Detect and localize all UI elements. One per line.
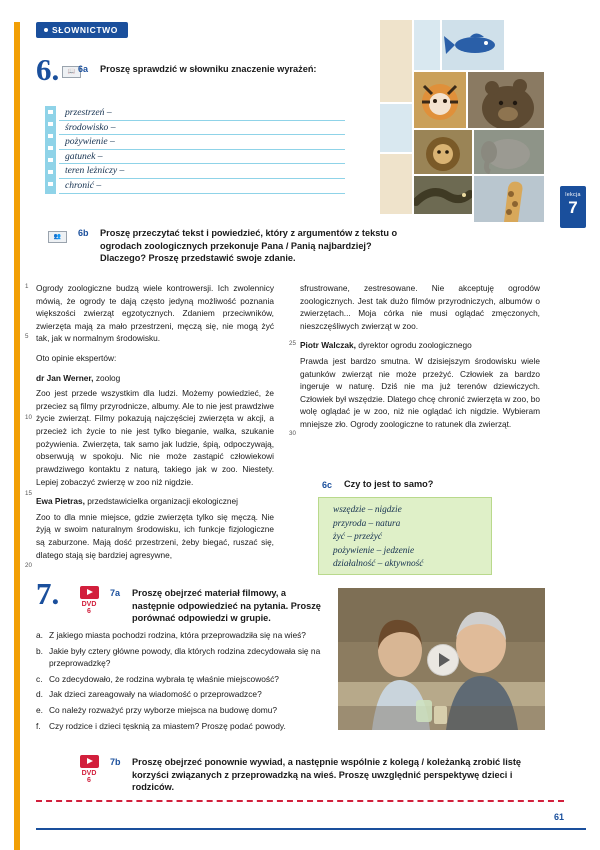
vocab-entry: gatunek –: [59, 150, 345, 165]
left-decorative-rail: [14, 0, 20, 850]
task-6b-instruction: Proszę przeczytać tekst i powiedzieć, który z argumentów z tekstu o ogrodach zoologicznych przekonuje Pana / Panią najbardziej? Dlaczego? Proszę przedstawić swoje zdanie.: [100, 228, 398, 264]
elephant-photo: [474, 130, 544, 174]
dvd-label: DVD: [81, 601, 97, 608]
expert-3-name: Piotr Walczak,: [300, 340, 356, 351]
lesson-tab-label: lekcja: [565, 192, 581, 198]
task-7a-label: 7a: [110, 588, 121, 598]
line-number: 1: [25, 283, 29, 290]
play-button-icon[interactable]: [427, 644, 459, 676]
section-heading: [36, 22, 128, 38]
question-key: b.: [36, 645, 43, 656]
lesson-tab: [560, 186, 586, 228]
line-number: 25: [289, 340, 296, 348]
task-7b-label: 7b: [110, 757, 121, 767]
task-6a-label: 6a: [78, 64, 89, 74]
line-number: 10: [25, 414, 32, 422]
decor-block-beige: [380, 20, 412, 102]
list-item: [36, 704, 326, 717]
list-item: [36, 673, 326, 686]
question-text: Jakie były cztery główne powody, dla których rodzina zdecydowała się na przeprowadzkę?: [49, 645, 321, 669]
lizard-photo: [414, 176, 472, 214]
dvd-label: DVD: [81, 770, 97, 777]
experts-lead: Oto opinie ekspertów:: [36, 353, 117, 364]
word-pair: wszędzie – nigdzie: [333, 505, 402, 515]
family-interview-photo[interactable]: [338, 588, 545, 730]
expert-2-text: Zoo to dla mnie miejsce, gdzie zwierzęta tylko się męczą. Nie żyją w swoim naturalnym środowisku, ich funkcje fizjologiczne są zaburzone. Mają dość przestrzeni, żeby biegać, ruszać się, dlatego stają się bardziej agresywne,: [36, 511, 274, 560]
page-number: 61: [553, 812, 564, 822]
play-icon[interactable]: [80, 586, 99, 599]
list-item: [36, 645, 326, 670]
decor-block-beige-2: [380, 154, 412, 214]
reading-column-right: [289, 282, 540, 438]
vocab-entry: środowisko –: [59, 121, 345, 136]
exercise-7-number: 7.: [36, 576, 60, 611]
tiger-photo: [414, 72, 466, 128]
question-key: e.: [36, 705, 43, 716]
giraffe-photo: [474, 176, 544, 222]
word-pair: żyć – przeżyć: [333, 532, 383, 543]
decor-block-blue: [414, 20, 440, 70]
expert-2-role: przedstawicielka organizacji ekologicznej: [87, 496, 239, 507]
question-text: Co zdecydowało, że rodzina wybrała tę właśnie miejscowość?: [49, 673, 279, 684]
bullet-icon: [44, 28, 48, 32]
expert-1-text: Zoo jest przede wszystkim dla ludzi. Możemy powiedzieć, że przeciez są filmy przyrodnicze, albumy. Ale to nie jest prawdziwe życie zwierząt. Filmy pokazują najczęściej zwierzęta w akcji, a przecież ich życie to nie jest tylko bieganie, walka, szukanie pożywienia. Zwierzęta, tak samo jak ludzie, śpią, odpoczywają, obserwują w spokoju. Nic nie może zastąpić człowiekowi prawdziwego kontaktu z naturą, takiego jak w zoo. Niestety. Lepiej zobaczyć zwierzę w zoo niż nigdzie.: [36, 388, 274, 487]
filmstrip-decor: [45, 106, 56, 194]
dvd-badge-7a[interactable]: [72, 586, 106, 616]
expert-3-text: Prawda jest bardzo smutna. W dzisiejszym środowisku wiele gatunków zwierząt nie może przeżyć. Człowiek za bardzo ingeruje w naturę. Dziś nie ma już terenów dziewiczych. Człowiek był wszędzie. Dlatego chcę chronić zwierzęta w zoo, bo wolę oglądać je w zoo, niż nie oglądać ich nigdzie. Wybieram mniejsze zło. Ogrody zoologiczne to ratunek dla zwierząt.: [300, 356, 540, 430]
expert-2-text-continued: sfrustrowane, zestresowane. Nie akceptuję ogrodów zoologicznych. Jest tak dużo filmów przyrodniczych, albumów o zwierzętach... Moja córka nie musi oglądać zmęczonych, nieszczęśliwych zwierząt w zoo.: [300, 283, 540, 331]
line-number: 15: [25, 490, 32, 498]
fish-photo: [442, 20, 504, 70]
list-item: [36, 629, 326, 642]
vocabulary-lines: [59, 106, 345, 194]
vocab-entry: pożywienie –: [59, 135, 345, 150]
lesson-tab-number: 7: [568, 198, 578, 217]
speaking-icon: 👥: [48, 228, 67, 246]
vocab-entry: chronić –: [59, 179, 345, 194]
dashed-divider: [36, 800, 564, 802]
question-text: Z jakiego miasta pochodzi rodzina, która przeprowadziła się na wieś?: [49, 630, 306, 640]
question-text: Jak dzieci zareagowały na wiadomość o przeprowadzce?: [49, 689, 262, 700]
line-number: 30: [289, 430, 296, 438]
vocab-entry: przestrzeń –: [59, 106, 345, 121]
line-number: 20: [25, 561, 32, 569]
question-key: d.: [36, 689, 43, 700]
question-key: f.: [36, 720, 41, 731]
task-6c-label: 6c: [322, 480, 333, 490]
word-pairs-box: [318, 497, 492, 575]
expert-1-role: zoolog: [95, 372, 121, 383]
play-icon[interactable]: [80, 755, 99, 768]
vocabulary-note-box: [45, 106, 345, 194]
intro-paragraph: Ogrody zoologiczne budzą wiele kontrowersji. Ich zwolennicy mówią, że ogrody te dają często jedyną możliwość poznania większości zwierząt egzotycznych. Zdaniem przeciwników, zwierzęta mają za mało przestrzeni, męczą się, nie mogą żyć tak, jak w normalnym środowisku.: [36, 283, 274, 344]
left-rail-gap: [14, 0, 20, 22]
vocab-entry: teren leżniczy –: [59, 164, 345, 179]
decor-block-blue-2: [380, 104, 412, 152]
exercise-6-number: 6.: [36, 52, 60, 87]
expert-2-name: Ewa Pietras,: [36, 496, 85, 507]
question-list: [36, 629, 326, 735]
question-key: a.: [36, 630, 43, 640]
list-item: [36, 720, 326, 733]
task-7b-instruction: Proszę obejrzeć ponownie wywiad, a następnie wspólnie z kolegą / koleżanką zrobić listę korzyści związanych z przeprowadzką na wieś. Proszę uwzględnić perspektywę dzieci i rodziców.: [132, 757, 522, 793]
task-6a-instruction: Proszę sprawdzić w słowniku znaczenie wyrażeń:: [100, 64, 317, 74]
book-icon: 📖: [62, 63, 81, 81]
question-text: Co należy rozważyć przy wyborze miejsca na budowę domu?: [49, 705, 278, 716]
dvd-number: 6: [87, 608, 91, 616]
word-pair: przyroda – natura: [333, 518, 401, 529]
lion-photo: [414, 130, 472, 174]
expert-3-role: dyrektor ogrodu zoologicznego: [358, 340, 472, 351]
question-key: c.: [36, 673, 43, 684]
question-text: Czy rodzice i dzieci tęsknią za miastem? Proszę podać powody.: [49, 720, 286, 731]
list-item: [36, 688, 326, 701]
section-heading-label: SŁOWNICTWO: [52, 25, 118, 35]
bottom-rule: [36, 828, 586, 830]
task-7a-instruction: Proszę obejrzeć materiał filmowy, a następnie odpowiedzieć na pytania. Proszę porównać odpowiedzi w grupie.: [132, 588, 321, 624]
expert-1-name: dr Jan Werner,: [36, 372, 94, 383]
dvd-number: 6: [87, 777, 91, 785]
reading-column-left: [25, 282, 274, 569]
line-number: 5: [25, 333, 29, 340]
word-pair: pożywienie – jedzenie: [333, 545, 415, 556]
task-6c-instruction: Czy to jest to samo?: [344, 479, 434, 489]
bear-photo: [468, 72, 544, 128]
dvd-badge-7b[interactable]: [72, 755, 106, 785]
task-6b-label: 6b: [78, 228, 89, 238]
word-pair: działalność – aktywność: [333, 559, 424, 570]
